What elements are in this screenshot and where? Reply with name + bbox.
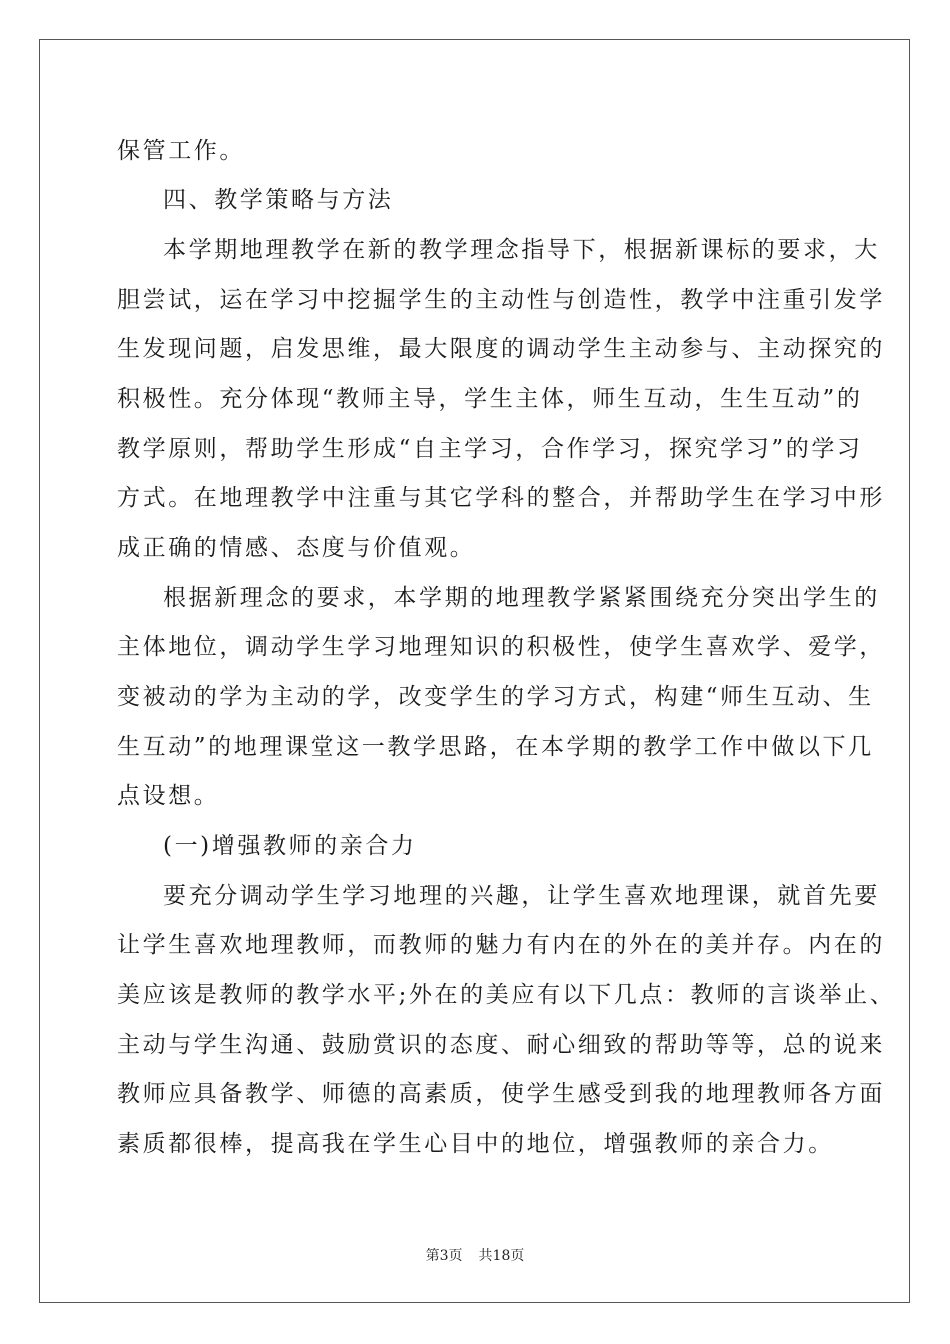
text-line: 根据新理念的要求，本学期的地理教学紧紧围绕充分突出学生的 xyxy=(163,585,880,611)
subsection-heading: (一)增强教师的亲合力 xyxy=(163,833,417,859)
text-line: 方式。在地理教学中注重与其它学科的整合，并帮助学生在学习中形 xyxy=(117,485,885,511)
page-border xyxy=(39,39,910,1303)
text-line: 素质都很棒，提高我在学生心目中的地位，增强教师的亲合力。 xyxy=(117,1131,834,1157)
text-line: 点设想。 xyxy=(117,783,220,809)
text-line: 教学原则，帮助学生形成“自主学习，合作学习，探究学习”的学习 xyxy=(117,436,863,462)
text-line: 主动与学生沟通、鼓励赏识的态度、耐心细致的帮助等等，总的说来 xyxy=(117,1032,885,1058)
text-line: 积极性。充分体现“教师主导，学生主体，师生互动，生生互动”的 xyxy=(117,386,863,412)
text-line: 教师应具备教学、师德的高素质，使学生感受到我的地理教师各方面 xyxy=(117,1081,885,1107)
text-line: 胆尝试，运在学习中挖掘学生的主动性与创造性，教学中注重引发学 xyxy=(117,287,885,313)
text-line: 生发现问题，启发思维，最大限度的调动学生主动参与、主动探究的 xyxy=(117,336,885,362)
text-line: 要充分调动学生学习地理的兴趣，让学生喜欢地理课，就首先要 xyxy=(163,883,880,909)
text-line: 让学生喜欢地理教师，而教师的魅力有内在的外在的美并存。内在的 xyxy=(117,932,885,958)
text-line: 成正确的情感、态度与价值观。 xyxy=(117,535,476,561)
text-line: 生互动”的地理课堂这一教学思路，在本学期的教学工作中做以下几 xyxy=(117,734,874,760)
page-number: 第3页 xyxy=(425,1248,463,1264)
text-line: 变被动的学为主动的学，改变学生的学习方式，构建“师生互动、生 xyxy=(117,684,874,710)
text-line: 本学期地理教学在新的教学理念指导下，根据新课标的要求，大 xyxy=(163,237,880,263)
text-line: 保管工作。 xyxy=(117,138,245,164)
total-pages: 共18页 xyxy=(478,1248,525,1264)
section-heading: 四、教学策略与方法 xyxy=(163,187,394,213)
page-footer xyxy=(0,1247,950,1265)
text-line: 美应该是教师的教学水平;外在的美应有以下几点：教师的言谈举止、 xyxy=(117,982,896,1008)
text-line: 主体地位，调动学生学习地理知识的积极性，使学生喜欢学、爱学， xyxy=(117,634,885,660)
